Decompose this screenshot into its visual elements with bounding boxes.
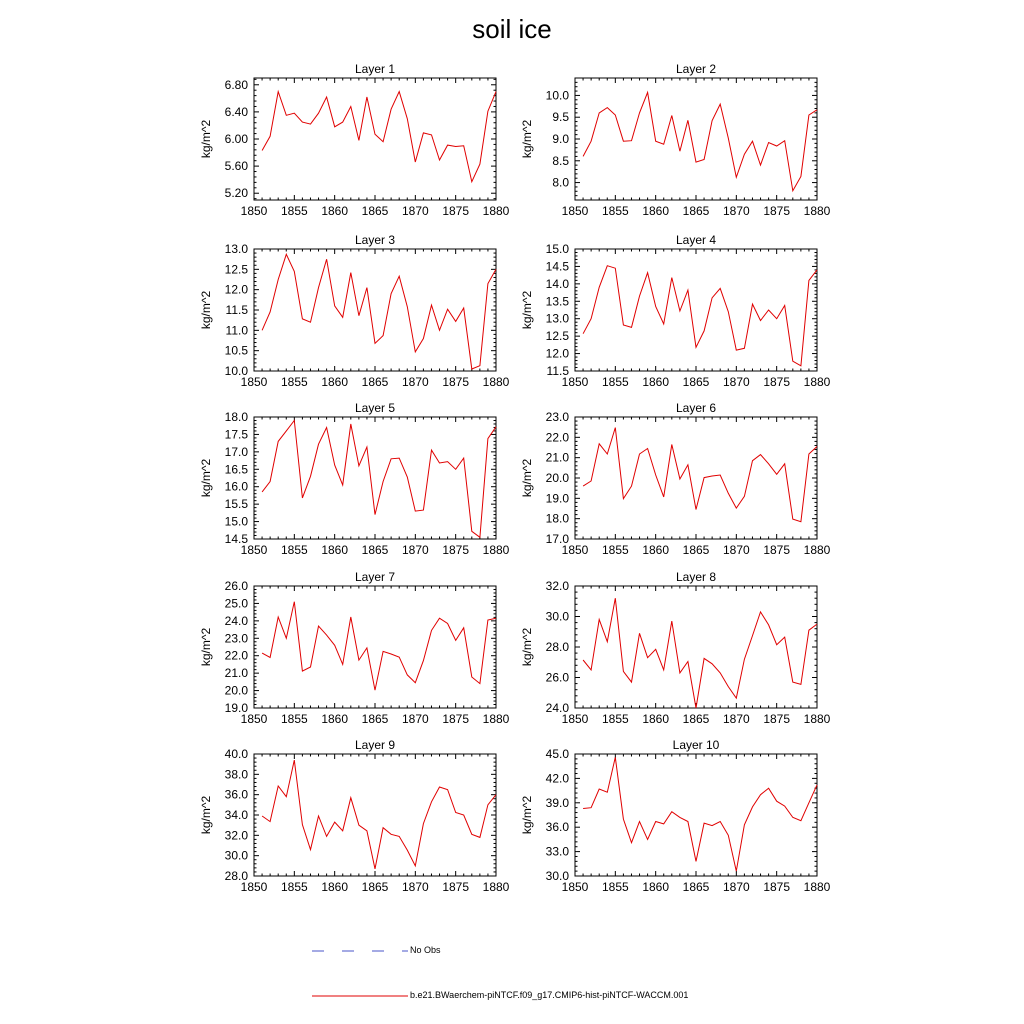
x-tick-label: 1865	[361, 712, 389, 726]
x-tick-label: 1870	[401, 712, 429, 726]
x-tick-label: 1875	[763, 204, 791, 218]
x-tick-label: 1875	[763, 880, 791, 894]
x-tick-label: 1865	[682, 204, 710, 218]
series-line	[262, 760, 496, 869]
x-tick-label: 1880	[803, 543, 831, 557]
y-axis-label: kg/m^2	[520, 795, 534, 835]
x-tick-label: 1860	[321, 880, 349, 894]
y-tick-label: 10.5	[224, 343, 248, 358]
x-tick-label: 1860	[642, 712, 670, 726]
series-line	[262, 421, 496, 538]
legend-label-model-run: b.e21.BWaerchem-piNTCF.f09_g17.CMIP6-hist-piNTCF-WACCM.001	[410, 990, 689, 1000]
y-axis-label: kg/m^2	[199, 119, 213, 159]
x-tick-label: 1850	[240, 712, 268, 726]
x-tick-label: 1880	[482, 543, 510, 557]
y-axis-label: kg/m^2	[520, 119, 534, 159]
x-tick-label: 1880	[803, 375, 831, 389]
x-tick-label: 1850	[240, 880, 268, 894]
y-tick-label: 14.5	[545, 259, 569, 274]
x-tick-label: 1865	[682, 712, 710, 726]
y-tick-label: 6.40	[224, 104, 248, 119]
y-tick-label: 5.60	[224, 159, 248, 174]
x-tick-label: 1860	[321, 375, 349, 389]
plot-frame	[575, 586, 817, 708]
x-tick-label: 1875	[442, 712, 470, 726]
y-tick-label: 5.20	[224, 186, 248, 201]
y-tick-label: 8.0	[552, 175, 569, 190]
y-tick-label: 24.0	[224, 613, 248, 628]
x-tick-label: 1860	[321, 543, 349, 557]
legend-swatch-solid	[312, 989, 408, 1003]
y-tick-label: 36.0	[224, 787, 248, 802]
y-tick-label: 14.0	[545, 276, 569, 291]
x-tick-label: 1850	[561, 543, 589, 557]
y-tick-label: 13.0	[224, 242, 248, 256]
x-tick-label: 1880	[482, 712, 510, 726]
panel-layer-4	[520, 233, 831, 389]
y-tick-label: 17.0	[545, 532, 569, 546]
plot-frame	[254, 417, 496, 539]
x-tick-label: 1870	[722, 375, 750, 389]
x-tick-label: 1875	[442, 543, 470, 557]
y-tick-label: 21.0	[545, 450, 569, 465]
panel-layer-2	[520, 62, 831, 218]
y-axis-label: kg/m^2	[199, 290, 213, 330]
panel-title: Layer 6	[675, 401, 717, 415]
panel-layer-7	[199, 570, 510, 726]
x-tick-label: 1850	[240, 375, 268, 389]
x-tick-label: 1850	[240, 543, 268, 557]
x-tick-label: 1860	[321, 712, 349, 726]
x-tick-label: 1855	[601, 880, 629, 894]
panel-title: Layer 2	[675, 62, 717, 76]
series-line	[583, 757, 817, 871]
y-tick-label: 11.5	[225, 303, 248, 317]
x-tick-label: 1875	[763, 712, 791, 726]
x-tick-label: 1860	[642, 375, 670, 389]
x-tick-label: 1875	[442, 204, 470, 218]
legend-swatch-dashed	[312, 944, 408, 958]
y-tick-label: 6.00	[224, 132, 248, 146]
y-tick-label: 28.0	[224, 869, 248, 883]
panel-title: Layer 5	[354, 401, 396, 415]
x-tick-label: 1880	[482, 880, 510, 894]
y-tick-label: 26.0	[224, 579, 248, 593]
y-tick-label: 30.0	[224, 848, 248, 863]
x-tick-label: 1870	[722, 204, 750, 218]
y-tick-label: 38.0	[224, 767, 248, 782]
x-tick-label: 1870	[722, 712, 750, 726]
panel-title: Layer 1	[354, 62, 396, 76]
y-tick-label: 22.0	[545, 430, 569, 445]
y-tick-label: 8.5	[552, 153, 569, 168]
panel-title: Layer 10	[672, 738, 720, 752]
y-tick-label: 9.0	[552, 132, 569, 146]
x-tick-label: 1875	[442, 880, 470, 894]
y-tick-label: 23.0	[224, 631, 248, 646]
x-tick-label: 1865	[361, 880, 389, 894]
y-tick-label: 13.0	[545, 311, 569, 326]
y-axis-label: kg/m^2	[199, 795, 213, 835]
x-tick-label: 1850	[561, 712, 589, 726]
y-tick-label: 23.0	[545, 410, 569, 424]
x-tick-label: 1865	[682, 375, 710, 389]
panel-title: Layer 3	[354, 233, 396, 247]
panel-title: Layer 4	[675, 233, 717, 247]
x-tick-label: 1855	[601, 375, 629, 389]
y-tick-label: 12.0	[224, 282, 248, 297]
y-tick-label: 19.0	[224, 701, 248, 715]
y-axis-label: kg/m^2	[520, 627, 534, 667]
y-tick-label: 21.0	[224, 666, 248, 681]
x-tick-label: 1850	[561, 880, 589, 894]
y-tick-label: 6.80	[224, 77, 248, 92]
x-tick-label: 1870	[401, 375, 429, 389]
x-tick-label: 1880	[482, 204, 510, 218]
y-tick-label: 28.0	[545, 640, 569, 654]
y-tick-label: 42.0	[545, 771, 569, 786]
panel-layer-9	[199, 738, 510, 894]
series-line	[583, 266, 817, 366]
y-tick-label: 9.5	[552, 110, 569, 125]
y-tick-label: 32.0	[545, 579, 569, 593]
panel-layer-10	[520, 738, 831, 894]
y-tick-label: 20.0	[545, 471, 569, 485]
y-tick-label: 15.0	[224, 514, 248, 529]
x-tick-label: 1855	[280, 204, 308, 218]
y-tick-label: 40.0	[224, 747, 248, 761]
panel-title: Layer 8	[675, 570, 717, 584]
y-tick-label: 30.0	[545, 869, 569, 883]
series-line	[262, 254, 496, 369]
x-tick-label: 1855	[280, 375, 308, 389]
y-tick-label: 30.0	[545, 609, 569, 624]
y-tick-label: 17.0	[224, 444, 248, 459]
y-tick-label: 15.5	[224, 497, 248, 512]
y-tick-label: 24.0	[545, 701, 569, 715]
x-tick-label: 1860	[642, 880, 670, 894]
series-line	[583, 598, 817, 708]
y-tick-label: 17.5	[224, 427, 248, 442]
plot-frame	[575, 78, 817, 200]
x-tick-label: 1855	[601, 204, 629, 218]
y-tick-label: 11.0	[225, 323, 248, 338]
x-tick-label: 1860	[642, 543, 670, 557]
x-tick-label: 1870	[722, 880, 750, 894]
y-tick-label: 33.0	[545, 844, 569, 859]
panel-layer-3	[199, 233, 510, 389]
x-tick-label: 1875	[763, 543, 791, 557]
x-tick-label: 1865	[682, 543, 710, 557]
x-tick-label: 1880	[803, 712, 831, 726]
series-line	[583, 92, 817, 190]
panel-layer-5	[199, 401, 510, 557]
y-tick-label: 34.0	[224, 808, 248, 822]
plot-frame	[254, 249, 496, 371]
y-tick-label: 16.0	[224, 479, 248, 494]
x-tick-label: 1850	[561, 204, 589, 218]
x-tick-label: 1880	[803, 880, 831, 894]
panel-layer-8	[520, 570, 831, 726]
x-tick-label: 1865	[682, 880, 710, 894]
x-tick-label: 1860	[321, 204, 349, 218]
x-tick-label: 1875	[442, 375, 470, 389]
x-tick-label: 1850	[561, 375, 589, 389]
x-tick-label: 1860	[642, 204, 670, 218]
y-tick-label: 25.0	[224, 596, 248, 611]
y-tick-label: 45.0	[545, 747, 569, 761]
x-tick-label: 1855	[280, 880, 308, 894]
x-tick-label: 1850	[240, 204, 268, 218]
y-axis-label: kg/m^2	[520, 458, 534, 498]
x-tick-label: 1865	[361, 204, 389, 218]
y-tick-label: 10.0	[545, 88, 569, 103]
y-tick-label: 18.0	[545, 511, 569, 526]
x-tick-label: 1855	[601, 712, 629, 726]
x-tick-label: 1870	[401, 204, 429, 218]
plot-frame	[575, 754, 817, 876]
x-tick-label: 1880	[482, 375, 510, 389]
y-tick-label: 22.0	[224, 648, 248, 663]
panel-layer-6	[520, 401, 831, 557]
y-tick-label: 39.0	[545, 795, 569, 810]
y-tick-label: 10.0	[224, 364, 248, 378]
x-tick-label: 1870	[401, 543, 429, 557]
y-tick-label: 11.5	[546, 364, 569, 378]
x-tick-label: 1865	[361, 375, 389, 389]
series-line	[583, 428, 817, 522]
y-tick-label: 36.0	[545, 820, 569, 835]
x-tick-label: 1855	[601, 543, 629, 557]
x-tick-label: 1865	[361, 543, 389, 557]
x-tick-label: 1875	[763, 375, 791, 389]
y-tick-label: 12.0	[545, 346, 569, 361]
y-tick-label: 16.5	[224, 462, 248, 477]
y-tick-label: 18.0	[224, 410, 248, 424]
legend-label-no-obs: No Obs	[410, 945, 441, 955]
plot-frame	[254, 754, 496, 876]
y-tick-label: 13.5	[545, 294, 569, 309]
plot-frame	[254, 78, 496, 200]
panel-title: Layer 9	[354, 738, 396, 752]
y-axis-label: kg/m^2	[520, 290, 534, 330]
y-axis-label: kg/m^2	[199, 627, 213, 667]
series-line	[262, 92, 496, 182]
y-tick-label: 32.0	[224, 828, 248, 843]
series-line	[262, 602, 496, 691]
panel-layer-1	[199, 62, 510, 218]
y-tick-label: 15.0	[545, 242, 569, 256]
y-tick-label: 12.5	[545, 329, 569, 344]
y-tick-label: 20.0	[224, 683, 248, 698]
y-tick-label: 26.0	[545, 670, 569, 685]
y-tick-label: 19.0	[545, 491, 569, 506]
y-tick-label: 12.5	[224, 262, 248, 277]
x-tick-label: 1855	[280, 712, 308, 726]
plot-frame	[575, 417, 817, 539]
x-tick-label: 1870	[401, 880, 429, 894]
x-tick-label: 1870	[722, 543, 750, 557]
y-tick-label: 14.5	[224, 532, 248, 546]
panel-title: Layer 7	[354, 570, 396, 584]
x-tick-label: 1855	[280, 543, 308, 557]
y-axis-label: kg/m^2	[199, 458, 213, 498]
x-tick-label: 1880	[803, 204, 831, 218]
page-title: soil ice	[472, 14, 552, 44]
